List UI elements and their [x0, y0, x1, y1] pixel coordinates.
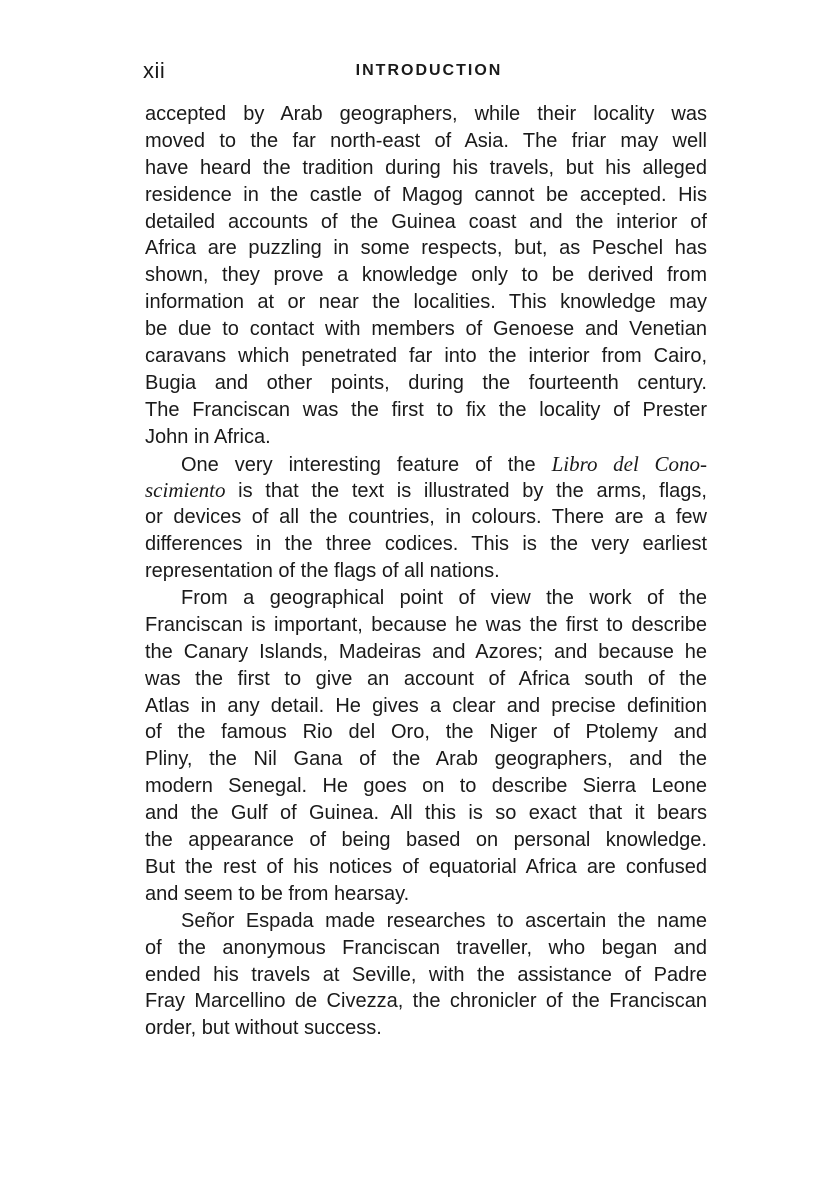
paragraph-1: [145, 101, 707, 451]
paragraph-2: [145, 451, 707, 585]
book-title-italic: scimiento: [145, 478, 226, 503]
running-head: [143, 58, 705, 88]
text-line: be due to contact with members of Genoese and Venetian: [145, 318, 707, 341]
page-title: INTRODUCTION: [355, 62, 503, 79]
text-line: Franciscan is important, because he was the first to describe: [145, 613, 707, 636]
text-line: the appearance of being based on personal knowledge.: [145, 829, 707, 852]
text-line: of the anonymous Franciscan traveller, who began and: [145, 936, 707, 959]
body-text: [145, 101, 707, 1042]
text-line: of the famous Rio del Oro, the Niger of Ptolemy and: [145, 721, 707, 744]
text-line: The Franciscan was the first to fix the locality of Prester: [145, 398, 707, 421]
text-line: modern Senegal. He goes on to describe Sierra Leone: [145, 775, 707, 798]
text-run: One very interesting feature of the: [181, 453, 552, 476]
text-line: Fray Marcellino de Civezza, the chronicler of the Franciscan: [145, 990, 707, 1013]
text-line: residence in the castle of Magog cannot be accepted. His: [145, 183, 707, 206]
text-line: or devices of all the countries, in colours. There are a few: [145, 506, 707, 529]
text-line: Africa are puzzling in some respects, but, as Peschel has: [145, 237, 707, 260]
book-title-italic: Libro del Cono-: [551, 451, 707, 476]
text-line: moved to the far north-east of Asia. The friar may well: [145, 129, 707, 152]
text-line: Pliny, the Nil Gana of the Arab geographers, and the: [145, 748, 707, 771]
paragraph-4: [145, 908, 707, 1042]
text-line: caravans which penetrated far into the interior from Cairo,: [145, 345, 707, 368]
text-line: information at or near the localities. This knowledge may: [145, 291, 707, 314]
text-line: Bugia and other points, during the fourteenth century.: [145, 371, 707, 394]
text-line: detailed accounts of the Guinea coast and the interior of: [145, 210, 707, 233]
text-line: ended his travels at Seville, with the assistance of Padre: [145, 963, 707, 986]
text-line: and the Gulf of Guinea. All this is so exact that it bears: [145, 802, 707, 825]
text-line: shown, they prove a knowledge only to be derived from: [145, 264, 707, 287]
text-line: the Canary Islands, Madeiras and Azores; and because he: [145, 640, 707, 663]
paragraph-3: [145, 585, 707, 908]
text-run: is that the text is illustrated by the arms, flags,: [225, 480, 707, 503]
text-line: have heard the tradition during his travels, but his alleged: [145, 156, 707, 179]
text-line: From a geographical point of view the work of the: [181, 587, 707, 610]
text-line: Atlas in any detail. He gives a clear and precise definition: [145, 694, 707, 717]
text-line: and seem to be from hearsay.: [145, 882, 410, 905]
text-line: order, but without success.: [145, 1017, 382, 1040]
text-line: But the rest of his notices of equatorial Africa are confused: [145, 855, 707, 878]
text-line: accepted by Arab geographers, while their locality was: [145, 103, 707, 125]
page-number: xii: [143, 58, 166, 83]
text-line: differences in the three codices. This is the very earliest: [145, 533, 707, 556]
text-line: [145, 477, 707, 504]
text-line: John in Africa.: [145, 425, 271, 448]
text-line: was the first to give an account of Africa south of the: [145, 667, 707, 690]
text-line: representation of the flags of all nations.: [145, 560, 500, 583]
text-line: [145, 451, 707, 478]
text-line: Señor Espada made researches to ascertain the name: [181, 909, 707, 932]
